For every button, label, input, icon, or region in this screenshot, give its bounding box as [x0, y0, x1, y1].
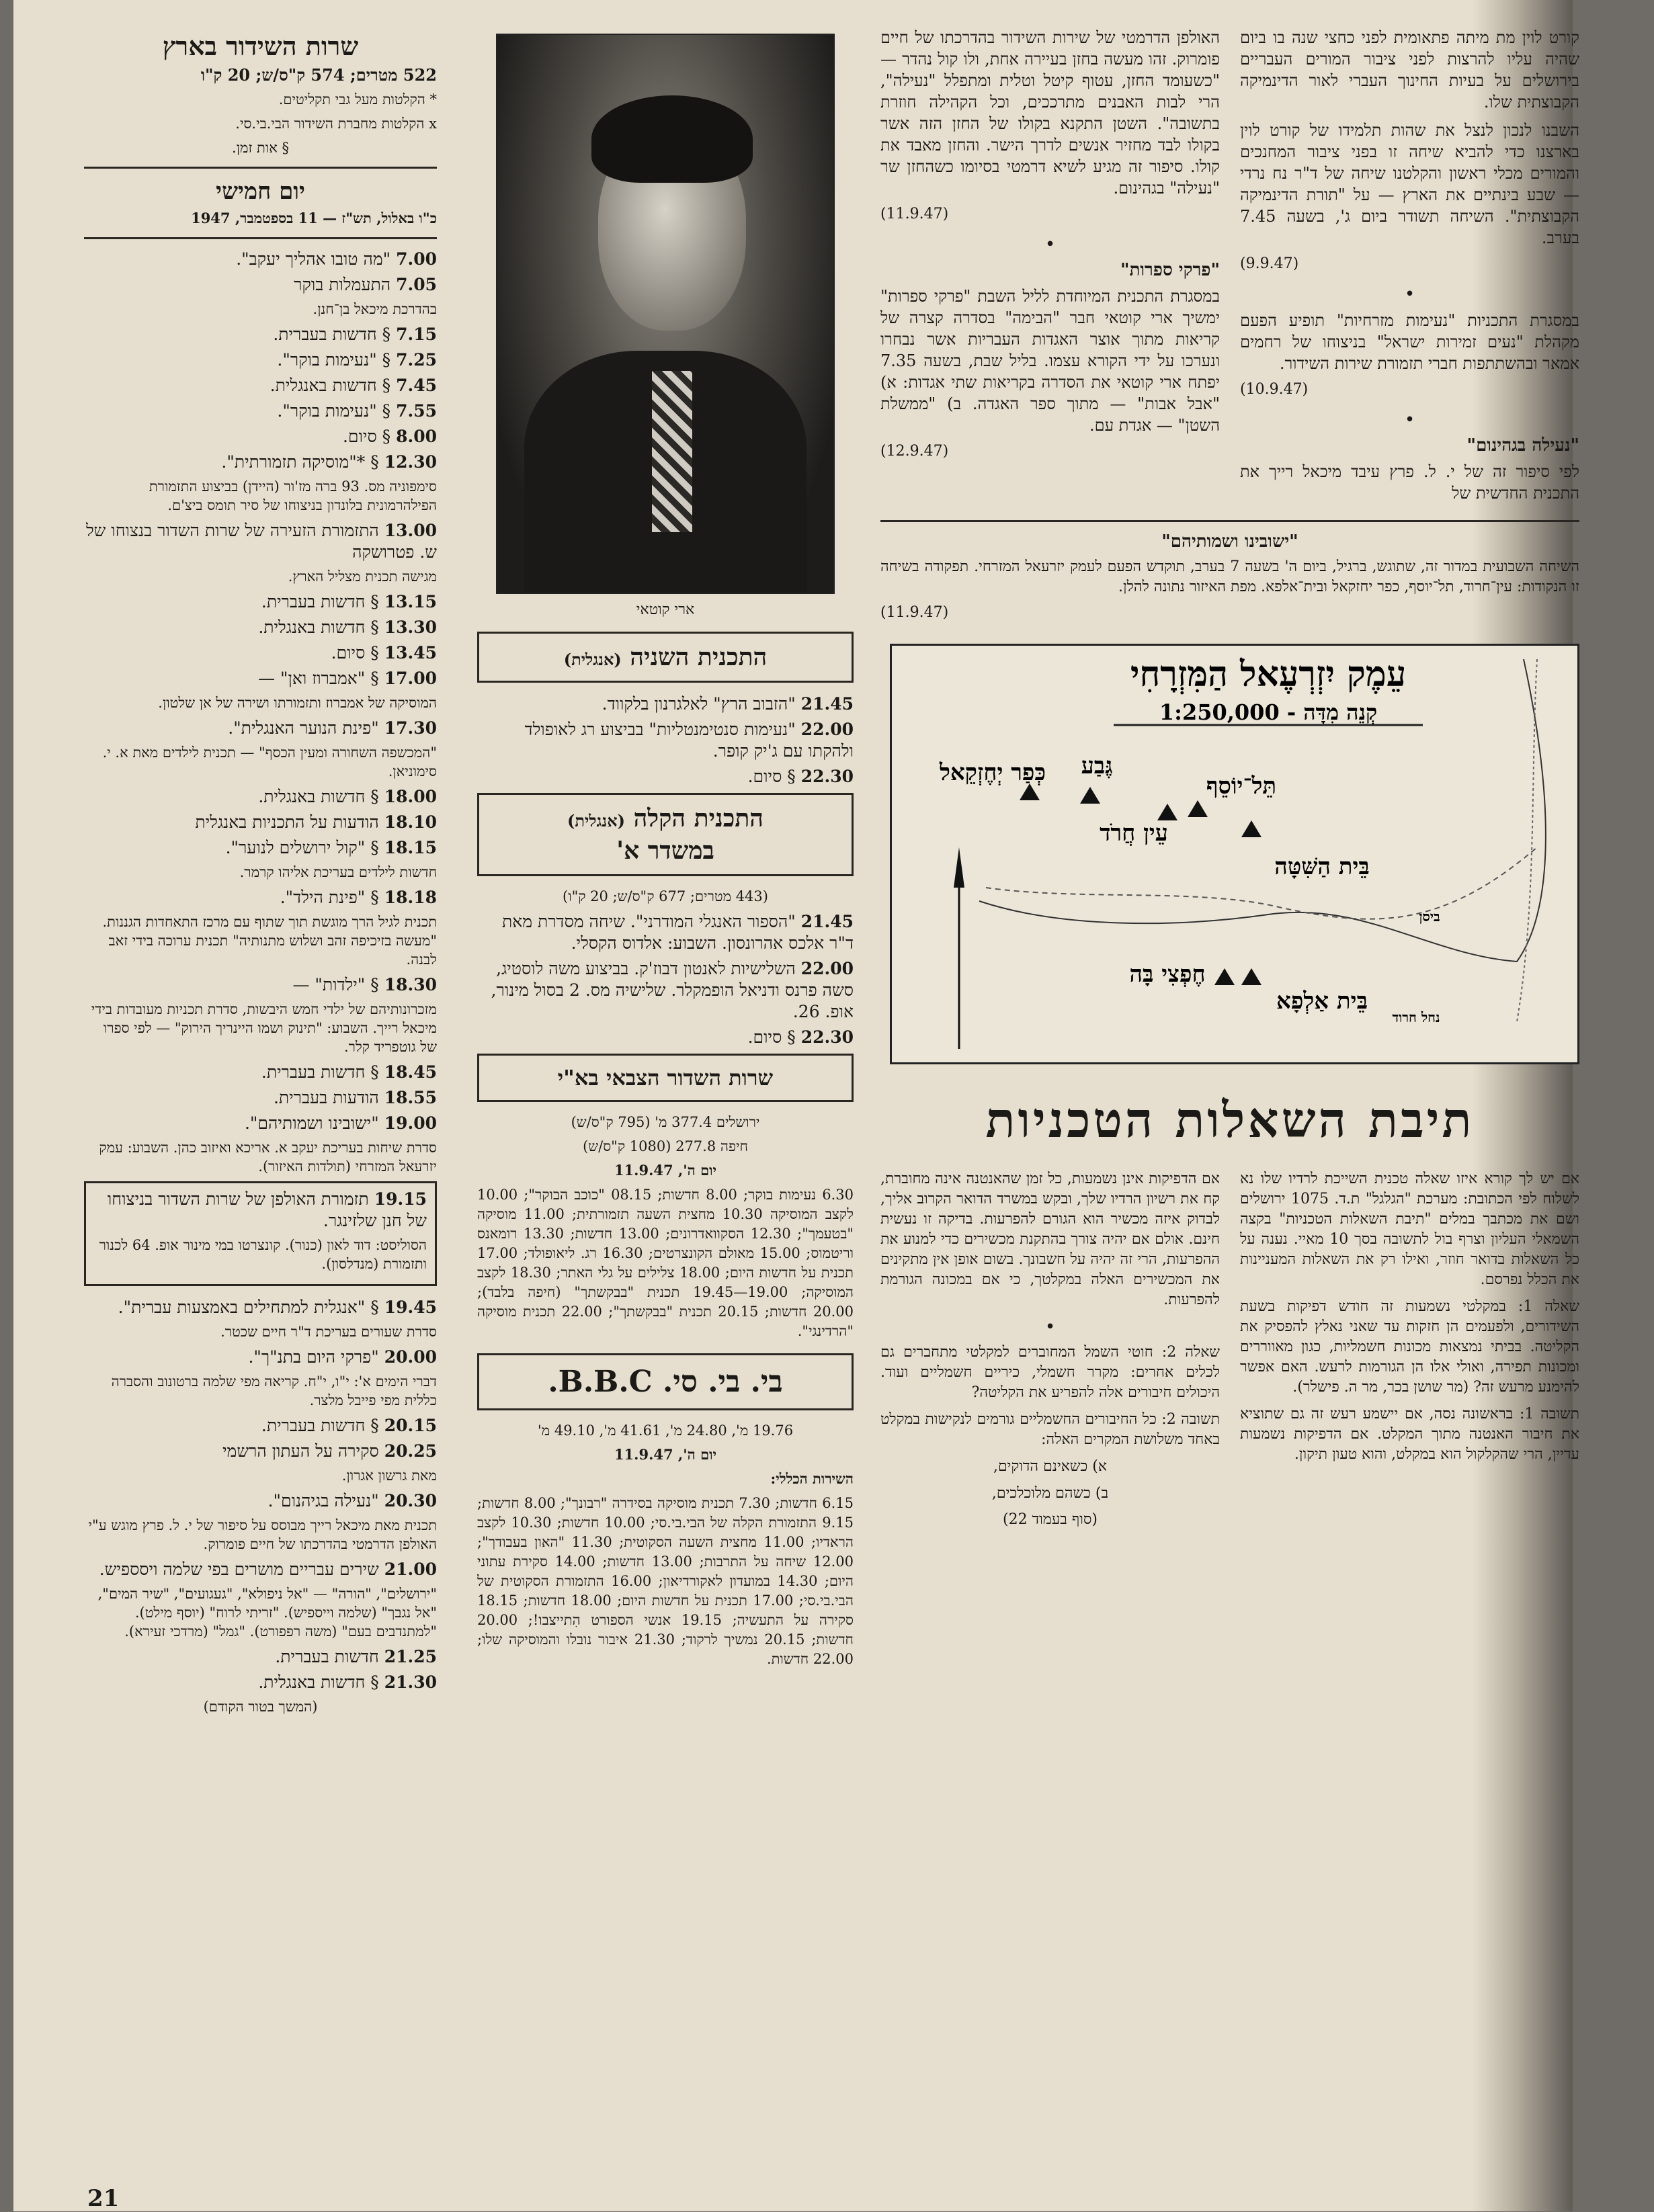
program-time: 12.30: [384, 452, 437, 472]
program-time: 21.00: [384, 1560, 437, 1579]
second-program-title: התכנית השניה: [630, 643, 768, 671]
program-text: התזמורת הזעירה של שרות השדור בנצוחו של ש. פטרושקה: [85, 521, 437, 562]
light-program-freq: (443 מטרים; 677 ק"ס/ש; 20 ק"ו): [563, 888, 768, 904]
program-item: [84, 375, 437, 396]
article-column-left: [880, 27, 1220, 511]
program-time: 22.00: [800, 720, 854, 739]
program-sub: תכנית מאת מיכאל רייך מבוסס על סיפור של י. ל. פרץ מוגש ע"י האולפן הדרמטי בהדרכתו של חיים פומרוק.: [88, 1517, 437, 1552]
program-time: 21.30: [384, 1672, 437, 1692]
settlements-date: (11.9.47): [880, 604, 949, 621]
divider: [84, 167, 437, 169]
magazine-page: [13, 0, 1580, 2212]
program-item: [477, 1027, 854, 1048]
map-label-river: נחל חרוד: [1392, 1009, 1440, 1025]
program-note-1: * הקלטות מעל גבי תקליטים.: [278, 91, 437, 108]
second-program-box: [477, 632, 854, 683]
article-heading: "פרקי ספרות": [1120, 260, 1220, 280]
program-items-2: [84, 1297, 437, 1693]
bbc-date: יום ה', 11.9.47: [614, 1446, 717, 1463]
marker-beit-hashita-icon: [1241, 820, 1262, 837]
marker-geva-icon: [1080, 787, 1100, 804]
program-item: [84, 452, 437, 473]
program-item: [84, 324, 437, 345]
article-paragraph: במסגרת התכניות "נעימות מזרחיות" תופיע הפעם מקהלת "נעים זמירות ישראל" בניצוחו של רחמים אמאר ובהשתתפות חברי תזמורת שירות השידור.: [1240, 311, 1579, 373]
program-time: 20.00: [384, 1347, 437, 1367]
program-time: 18.10: [384, 812, 437, 832]
program-item: [84, 718, 437, 739]
marker-beit-alfa-icon: [1241, 968, 1262, 985]
qa-intro: אם יש לך קורא איזו שאלה טכנית השייכת לרדיו שלו נא לשלוח לפי הכתובת: מערכת "הגלגל" ת.ד. 1075 ירושלים ושם את מכתבך במלים "תיבת השאלות הטכניות" בקצה השמאלי העליון וצרף בול לתשובה בסך 10 מאיי. נענה על כל השאלות בדואר חוזר, ואילו רק את השאלות המעניינות את הכלל נפרסם.: [1240, 1171, 1580, 1288]
bbc-title: בי. בי. סי.: [663, 1365, 783, 1399]
settlement-markers: [1020, 783, 1262, 985]
map-label-beitshita: בֵּית הַשִּׁטָּה: [1274, 853, 1370, 880]
map-label-rail: ביסן: [1419, 908, 1440, 925]
program-time: 20.15: [384, 1416, 437, 1435]
program-text: "פינת הנוער האנגלית".: [228, 718, 379, 738]
second-program-lang: (אנגלית): [563, 650, 622, 669]
program-text: § חדשות בעברית.: [261, 592, 379, 611]
program-text: § "קול ירושלים לנוער".: [225, 838, 379, 857]
program-text: סקירה על העתון הרשמי: [222, 1441, 379, 1461]
program-time: 22.30: [800, 767, 854, 786]
program-text: § "אמברוז ואן" —: [258, 669, 379, 688]
article-date: (10.9.47): [1240, 381, 1309, 398]
railway-line: [986, 847, 1537, 919]
program-item: [84, 1646, 437, 1668]
light-program-title: התכנית הקלה: [633, 804, 763, 833]
map-label-einharod: עֵין חֲרֹד: [1100, 820, 1168, 847]
program-time: 21.25: [384, 1647, 437, 1666]
light-program-box: [477, 793, 854, 876]
top-articles: [880, 27, 1579, 511]
program-sub: מאת גרשון אגרון.: [341, 1467, 437, 1484]
program-sub: מגישה תכנית מצליל הארץ.: [288, 568, 437, 585]
program-text: § חדשות באנגלית.: [270, 376, 391, 395]
program-time: 7.00: [396, 249, 437, 269]
program-text: § "אנגלית למתחילים באמצעות עברית".: [118, 1298, 379, 1317]
program-time: 18.15: [384, 838, 437, 857]
light-program-items: [477, 911, 854, 1048]
program-sub: המוסיקה של אמברוז ותזמורתו ושירה של אן שלטון.: [158, 695, 437, 711]
program-text: § סיום.: [342, 427, 391, 446]
divider: [880, 520, 1579, 522]
program-text: חדשות בעברית.: [275, 1647, 379, 1666]
program-item: [84, 1490, 437, 1512]
article-heading: "נעילה בגהינום": [1466, 435, 1579, 456]
article-date: (12.9.47): [880, 443, 949, 460]
portrait-photo: [496, 34, 835, 594]
separator-star-icon: •: [1404, 410, 1415, 430]
program-time: 19.00: [384, 1113, 437, 1133]
article-paragraph: במסגרת התכנית המיוחדת לליל השבת "פרקי ספרות" ימשיך ארי קוטאי חבר "הבימה" בסדרה קצרה של קריאות מתוך אוצר האגדות העבריות אשר נבחרו ונערכו על ידי הקורא עצמו. בליל שבת, בשעה 7.35 יפתח ארי קוטאי את הסדרה בקריאות שתי אגדות: א) "אבל אבות" — מתוך ספר האגדה. ב) "ממשלת השטן" — אגדת עם.: [880, 287, 1220, 435]
program-sub: הסוליסט: דוד לאון (כנור). קונצרטו במי מינור אופ. 64 לכנור ותזמורת (מנדלסון).: [99, 1237, 427, 1272]
program-item: [84, 591, 437, 613]
program-item: [84, 974, 437, 996]
program-text: § חדשות בעברית.: [261, 1062, 379, 1082]
photo-hair: [591, 95, 753, 183]
light-program-lang: (אנגלית): [567, 811, 626, 831]
qa-answer-1: תשובה 1: בראשונה נסה, אם יישמע רעש זה גם שתוציא את חיבור האנטנה מתוך המקלט. אם הדפיקות נשמעות עדיין, הרי שהקלקול הוא במקלט, והוא טעון תיקון.: [1240, 1406, 1579, 1463]
bbc-title-en: B.B.C.: [548, 1365, 653, 1399]
article-paragraph: השבנו לנכון לנצל את שהות תלמידו של קורט לוין בארצנו כדי להביא שיחה זו בפני ציבור המחנכים והמורים מכלי ראשון והקלטנו שיחה של ד"ר נח נרדי — שבע בינתיים את הארץ — על "תורת הדינמיקה הקבוצתית". השיחה תשודר ביום ג', בשעה 7.45 בערב.: [1240, 121, 1579, 247]
program-note-2: x הקלטות מחברת השידור הבי.בי.סי.: [235, 116, 437, 132]
program-time: 7.55: [396, 401, 437, 421]
program-sub: סימפוניה מס. 93 ברה מז'ור (היידן) בביצוע התזמורת הפילהרמונית בלונדון בניצוחו של סיר תומס ביצ'ם.: [149, 478, 437, 513]
program-item: [84, 274, 437, 296]
article-date: (11.9.47): [880, 206, 949, 222]
map-title: עֵמֶק יִזְרְעֶאל הַמִּזְרָחִי: [1130, 654, 1407, 695]
bbc-freq: 19.76 מ', 24.80 מ', 41.61 מ', 49.10 מ': [537, 1422, 794, 1439]
program-note-3: § אות זמן.: [232, 140, 289, 156]
program-time: 7.05: [396, 275, 437, 294]
program-sub: "ירושלים", "הורה" — "אל ניפולא", "געגועים", "שיר המים", "אל נגבך" (שלמה וייספיש). "זריתי לרוח" (יוסף מילט). "למתנדבים בעם" (משה רפפורט). "גמל" (מרדכי זעירא).: [97, 1586, 437, 1640]
article-date: (9.9.47): [1240, 255, 1299, 272]
qa-end-note: (סוף בעמוד 22): [1002, 1511, 1098, 1528]
program-item: [84, 642, 437, 664]
program-text: התעמלות בוקר: [294, 275, 391, 294]
program-item: [84, 1062, 437, 1083]
program-sub: חדשות לילדים בעריכת אליהו קרמר.: [239, 864, 437, 880]
separator-star-icon: •: [1404, 284, 1415, 304]
military-box: [477, 1054, 854, 1102]
program-text: "נעילה בגיהנום".: [267, 1491, 379, 1511]
program-item: [84, 349, 437, 371]
program-text: "הזבוב הרץ" לאלגרנון בלקווד.: [602, 694, 796, 714]
program-text: "פרקי היום בתנ"ך".: [248, 1347, 379, 1367]
second-program-items: [477, 693, 854, 788]
program-column: [84, 27, 437, 2204]
program-time: 13.15: [384, 592, 437, 611]
main-area: [880, 27, 1579, 2204]
program-item: [477, 958, 854, 1023]
program-item: [84, 520, 437, 563]
program-text: § חדשות באנגלית.: [258, 787, 379, 806]
program-text: "נעימות סנטימנטליות" בביצוע רג לאופולד ולהקתו עם ג'יק קופר.: [524, 720, 854, 761]
program-time: 22.30: [800, 1027, 854, 1047]
program-item: [84, 668, 437, 689]
military-schedule: 6.30 נעימות בוקר; 8.00 חדשות; 08.15 "כוכב הבוקר"; 10.00 לקצב המוסיקה 10.30 מחצית השעה תזמורתית; 11.00 מוסיקה "בטעמך"; 12.30 הסקוואדרונים; 13.00 חדשות; 13.30 רומאנס וריטמוס; 15.00 מאולם הקונצרטים; 16.30 רג. ליאופולד; 17.00 תכנית על חדשות היום; 18.00 צלילים על גלי האתר; 18.30 לקצב המוסיקה; 19.00—19.45 תכנית "בבקשתך" (חיפה בלבד); 20.00 חדשות; 20.15 תכנית "בבקשתך"; 22.00 תכנית מוסיקה "הרדינגי".: [477, 1187, 854, 1339]
program-time: 20.25: [384, 1441, 437, 1461]
divider: [84, 237, 437, 239]
program-text: תזמורת האולפן של שרות השדור בניצוחו של חנן שלזינגר.: [107, 1189, 427, 1230]
program-item: [477, 719, 854, 762]
program-text: § "ילדות" —: [292, 975, 379, 994]
program-text: "הספור האנגלי המודרני". שיחה מסדרת מאת ד"ר אלכס אהרונסון. השבוע: אלדוס הקסלי.: [502, 912, 854, 953]
separator-star-icon: •: [1044, 1317, 1056, 1337]
middle-column: [477, 27, 854, 2204]
program-text: § סיום.: [747, 1027, 796, 1047]
program-item: [84, 1559, 437, 1580]
program-item: [84, 1347, 437, 1368]
photo-caption: ארי קוטאי: [636, 601, 695, 618]
bbc-box: [477, 1353, 854, 1410]
qa-title: תיבת השאלות הטכניות: [985, 1091, 1475, 1148]
program-item: [477, 693, 854, 715]
military-freq-1: ירושלים 377.4 מ' (795 ק"ס/ש): [571, 1114, 760, 1130]
qa-column-left: [880, 1169, 1220, 1528]
article-paragraph: לפי סיפור זה של י. ל. פרץ עיבד מיכאל רייך את התכנית החדשית של: [1240, 462, 1579, 503]
program-time: 18.30: [384, 975, 437, 994]
program-sub: דברי הימים א': י"ו, י"ח. קריאה מפי שלמה ברטונוב והסברה כללית מפי פייבל מלצר.: [111, 1373, 437, 1408]
bbc-section: השירות הכללי:: [770, 1470, 854, 1487]
program-text: § חדשות בעברית.: [273, 325, 391, 344]
program-item: [84, 786, 437, 808]
continued-note: (המשך בטור הקודם): [203, 1699, 318, 1715]
program-text: § חדשות בעברית.: [261, 1416, 379, 1435]
settlements-text: השיחה השבועית במדור זה, שתוגש, ברגיל, ביום ה' בשעה 7 בערב, תוקדש הפעם לעמק יזרעאל המזרחי. תפקודה בשיחה זו הנקודות: עין־חרוד, תל־יוסף, כפר יחזקאל ובית־אלפא. מפת האיזור נתונה להלן.: [880, 558, 1579, 595]
program-time: 18.45: [384, 1062, 437, 1082]
program-text: § סיום.: [331, 643, 379, 663]
map-label-heftziba: חֶפְצִי בָּה: [1129, 961, 1206, 988]
article-paragraph: האולפן הדרמטי של שירות השידור בהדרכתו של חיים פומרוק. זהו מעשה בחזן בעיירה אחת, ולו קול נהדר — "כשעומד החזן, עטוף קיטל וטלית ומתפלל "נעילה", הרי לבות האבנים מתרככים, וכל הקהילה חוזרת בתשובה". השטן התקנא בקולו של החזן הזה אשר בקולו לבד מחזיר אנשים לדרך הישר. והחזן מאבד את קולו. סיפור זה מגיע לשיא דרמטי בסיומו כשהחזן שר "נעילה" בגהינום.: [880, 28, 1220, 198]
program-time: 19.45: [384, 1298, 437, 1317]
program-time: 22.00: [800, 959, 854, 978]
north-arrow-icon: [954, 847, 964, 1049]
program-item: [84, 1672, 437, 1693]
qa-columns: [880, 1169, 1579, 1528]
program-time: 21.45: [800, 694, 854, 714]
separator-star-icon: •: [1044, 235, 1056, 255]
program-title: שרות השידור בארץ: [162, 31, 359, 61]
qa-answer-2: תשובה 2: כל החיבורים החשמליים גורמים לנקישות במקלט באחד משלושת המקרים האלה:: [880, 1411, 1220, 1448]
program-text: § "נעימות בוקר".: [277, 401, 391, 421]
program-day: יום חמישי: [216, 178, 305, 205]
program-time: 13.00: [384, 521, 437, 540]
program-time: 8.00: [396, 427, 437, 446]
program-text: § "פינת הילד".: [280, 888, 379, 907]
program-text: § סיום.: [747, 767, 796, 786]
program-text: § חדשות באנגלית.: [258, 618, 379, 637]
program-text: § חדשות באנגלית.: [258, 1672, 379, 1692]
program-time: 17.00: [384, 669, 437, 688]
military-freq-2: חיפה 277.8 (1080 ק"ס/ש): [583, 1138, 748, 1154]
marker-tel-yosef-icon: [1188, 800, 1208, 817]
program-item: [84, 249, 437, 270]
map-scale: קְנֵה מִדָּה - 1:250,000: [1159, 699, 1378, 725]
program-time: 13.45: [384, 643, 437, 663]
program-text: "ישובינו ושמותיהם".: [244, 1113, 379, 1133]
article-paragraph: קורט לוין מת מיתה פתאומית לפני כחצי שנה בו ביום שהיה עליו להרצות לפני ציבור המורים העבריים בירושלים על בעיות החינוך העברי לאור הדינמיקה הקבוצתית שלו.: [1240, 28, 1579, 112]
map-label-kfar: כְּפַר יְחֶזְקֵאל: [939, 759, 1046, 786]
program-item: [84, 1415, 437, 1437]
qa-question-1: שאלה 1: במקלטי נשמעות זה חודש דפיקות בשעת השידורים, ולפעמים הן חזקות עד שאני נאלץ להפסיק את הקליטה. בביתי נמצאות מכונות חשמליות, כגון מאווררים ומכונות תפירה, ואולי אלו הן הגורמות לרעש. האם אפשר להימנע מרעש זה? (מר שושן בכר, מר ה. פישלר).: [1240, 1298, 1579, 1396]
program-time: 7.25: [396, 350, 437, 370]
light-program-subtitle: במשדר א': [616, 837, 714, 865]
program-time: 21.45: [800, 912, 854, 931]
program-item: [477, 766, 854, 788]
valley-map: [890, 644, 1579, 1064]
qa-answer-1b: אם הדפיקות אינן נשמעות, כל זמן שהאנטנה אינה מחוברת, קח את רשיון הרדיו שלך, ובקש במשרד הדואר הקרוב אליך, לבדוק איזה מכשיר הוא הגורם להפרעות. בדיקה זו נעשית חינם. אולם אם יהיה צורך בהתקנת מכשירים כדי למנוע את ההפרעות, הרי זה יהיה על חשבונך. בשום אופן אין מתקינים את המכשירים האלה במקלטך, כי אם במכונה הגורמת להפרעות.: [880, 1171, 1220, 1308]
program-sub: סדרת שעורים בעריכת ד"ר חיים שכטר.: [220, 1324, 437, 1340]
program-text: § "נעימות בוקר".: [277, 350, 391, 370]
program-text: הודעות על התכניות באנגלית: [195, 812, 379, 832]
program-time: 18.55: [384, 1088, 437, 1107]
qa-column-right: [1240, 1169, 1579, 1528]
program-item: [84, 1113, 437, 1134]
program-items: [84, 249, 437, 1176]
program-sub: "המכשפה השחורה ומעין הכסף" — תכנית לילדים מאת א. י. סימוניאן.: [102, 745, 437, 779]
program-sub: תכנית לגיל הרך מוגשת תוך שתוף עם מרכז התאחדות הגננות. "מעשה בזיכיפה זהב ושלוש מתנותיה" תכנית ערוכה בידי זאב לבנה.: [102, 914, 437, 968]
program-time: 17.30: [384, 718, 437, 738]
program-item: [477, 911, 854, 954]
program-time: 20.30: [384, 1491, 437, 1511]
settlements-heading: "ישובינו ושמותיהם": [1161, 531, 1298, 552]
military-date: יום ה', 11.9.47: [614, 1162, 717, 1179]
program-item: [84, 1087, 437, 1109]
page-number: 21: [87, 2185, 120, 2212]
program-date: כ"ו באלול, תש"ז — 11 בספטמבר, 1947: [191, 210, 437, 226]
program-text: "מה טובו אהליך יעקב".: [236, 249, 391, 269]
program-item: [84, 812, 437, 833]
map-label-beitalfa: בֵּית אַלְפָא: [1276, 988, 1368, 1015]
photo-tie: [652, 371, 692, 532]
program-time: 18.00: [384, 787, 437, 806]
qa-question-2: שאלה 2: חוטי השמל המחוברים למקלטי מתחברים גם לכלים אחרים: מקרר חשמלי, כיריים חשמליים ועוד. היכולים חיבורים אלה להפריע את הקליטה?: [880, 1344, 1221, 1401]
program-item: [84, 837, 437, 859]
program-sub: מזכרונותיהם של ילדי חמש היבשות, סדרת תכניות מעובדות בידי מיכאל רייך. השבוע: "תינוק ושמו היינריך הירוק" — לפי ספרו של גוטפריד קלר.: [91, 1001, 437, 1055]
program-time: 7.45: [396, 376, 437, 395]
program-text: השלישיות לאנטון דבוז'ק. בביצוע משה לוסטיג, סשה פרנס ודניאל הופמקלר. שלישיה מס. 2 בסול מינור, אופ. 26.: [491, 959, 854, 1021]
program-text: הודעות בעברית.: [273, 1088, 379, 1107]
program-time: 13.30: [384, 618, 437, 637]
program-item: [84, 426, 437, 448]
marker-ein-harod-icon: [1157, 804, 1177, 820]
map-label-telyosef: תֵּל־יוֹסֵף: [1206, 773, 1277, 800]
marker-heftziba-icon: [1214, 968, 1235, 985]
program-item: [84, 617, 437, 638]
program-sub: סדרת שיחות בעריכת יעקב א. אריכא ואיזוב כהן. השבוע: עמק יזרעאל המזרחי (תולדות האיזור).: [99, 1140, 437, 1175]
program-time: 18.18: [384, 888, 437, 907]
qa-answer-2b: ב) כשהם מלוכלכים,: [991, 1485, 1109, 1502]
program-freq: 522 מטרים; 574 ק"ס/ש; 20 ק"ו: [200, 65, 437, 85]
map-label-geva: גֶּבַע: [1081, 753, 1113, 779]
military-title: שרות השדור הצבאי בא"י: [557, 1065, 774, 1091]
program-time: 7.15: [396, 325, 437, 344]
article-column-right: [1240, 27, 1579, 511]
program-item: [84, 1441, 437, 1462]
program-item: [84, 400, 437, 422]
program-text: § *"מוסיקה תזמורתית".: [221, 452, 379, 472]
program-sub: בהדרכת מיכאל בן־חנן.: [313, 301, 437, 317]
bbc-schedule: 6.15 חדשות; 7.30 תכנית מוסיקה בסידרה "רבונך"; 8.00 חדשות; 9.15 התזמורת הקלה של הבי.בי.סי; 10.00 חדשות; 10.30 לקצב הראדיו; 11.00 מחצית השעה הסקוטית; 11.30 "האון בעבודך"; 12.00 שיחה על התרבות; 13.00 חדשות; 14.00 סקירת עתוני היום; 14.30 במועדון לאקורדיאון; 16.00 התזמורת הסקוטית של הבי.בי.סי; 17.00 תכנית על חדשות היום; 18.00 חדשות; 18.15 סקירה על התעשיה; 19.15 אנשי הספורט הִתייצבו!; 20.00 חדשות; 20.15 נמשיך לרקוד; 21.30 איבור נובלו והמוסיקה שלו; 22.00 חדשות.: [477, 1495, 854, 1667]
program-time: 19.15: [374, 1189, 427, 1209]
program-text: שירים עבריים מושרים בפי שלמה ויסספיש.: [99, 1560, 379, 1579]
qa-answer-2a: א) כשאינם הדוקים,: [993, 1458, 1108, 1475]
boxed-program-item: [84, 1181, 437, 1286]
program-item: [84, 1297, 437, 1318]
program-item: [84, 887, 437, 908]
